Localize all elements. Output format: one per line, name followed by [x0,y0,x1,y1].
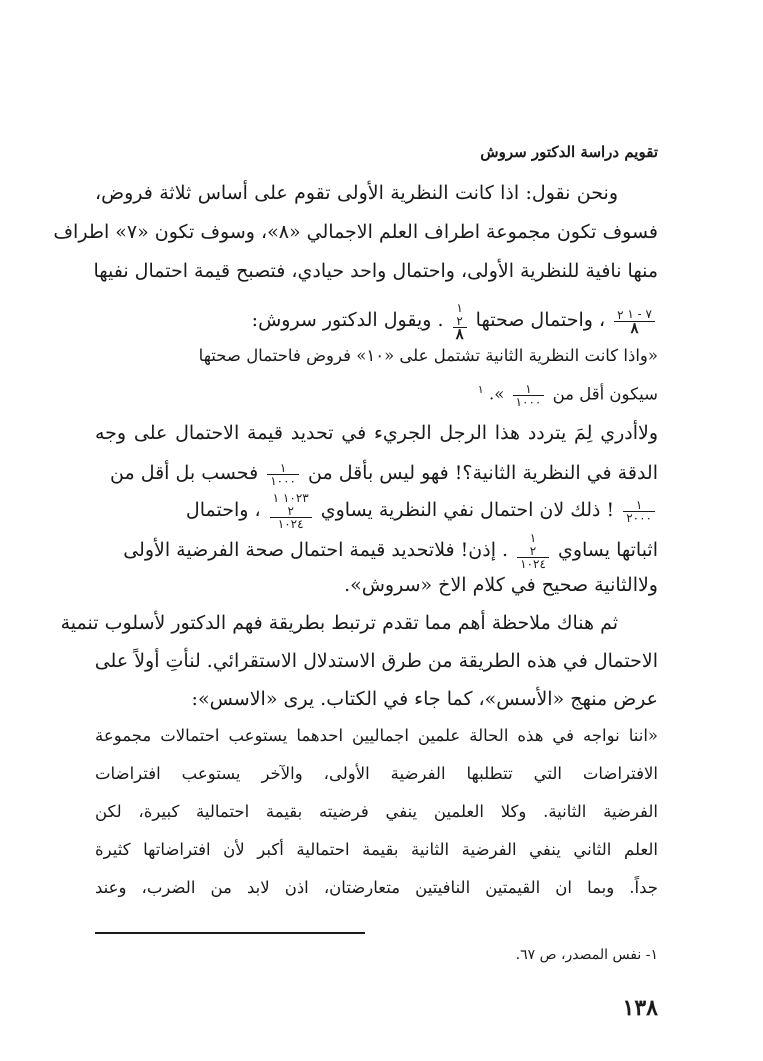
quote-2-line-5: جداً. وبما ان القيمتين النافيتين متعارضتان، اذن لابد من الضرب، وعند [95,878,658,897]
fraction-numerator: ٧ - ١ ٢ [614,308,655,322]
quote-1-line-1: «واذا كانت النظرية الثانية تشتمل على «١٠» فروض فاحتمال صحتها [198,346,658,365]
fraction-thousandth: $\frac{١}{١٠٠٠}$ [513,383,545,408]
quote-2-line-2: الافتراضات التي تتطلبها الفرضية الأولى، والآخر يستوعب افتراضات [95,764,658,783]
paragraph-3-line-3: عرض منهج «الأسس»، كما جاء في الكتاب. يرى «الاسس»: [191,688,658,710]
paragraph-1-line-4 [95,297,658,343]
paragraph-3-line-1: ثم هناك ملاحظة أهم مما تقدم ترتبط بطريقة فهم الدكتور لأسلوب تنمية [60,612,618,634]
page-number: ١٣٨ [622,995,658,1021]
footnote-ref: ١ [477,383,484,396]
fraction-affirmation-second: ١ ٢ ١٠٢٤ [517,532,549,570]
line-text: . ويقول الدكتور سروش: [251,309,444,331]
quote-2-line-1: «اننا نواجه في هذه الحالة علمين اجماليين احدهما يستوعب احتمالات مجموعة [95,726,658,745]
footnote: ١- نفس المصدر، ص ٦٧. [515,947,658,963]
quote-2-line-4: العلم الثاني ينفي الفرضية الثانية بقيمة احتمالية أكبر لأن افتراضاتها كثيرة [95,840,658,859]
footnote-divider [95,932,365,934]
paragraph-2-line-3: $\frac{١}{٢٠٠٠}$ ! ذلك لان احتمال نفي النظرية يساوي ١٠٢٣ ١ ٢ ١٠٢٤ ، واحتمال [95,490,658,530]
fraction-inner: ٢ [456,313,463,328]
line-text: ، واحتمال صحتها [475,309,606,331]
fraction-denominator: ٨ [630,318,639,337]
fraction-two-thousandth: $\frac{١}{٢٠٠٠}$ [623,499,655,524]
running-head: تقويم دراسة الدكتور سروش [480,143,658,161]
fraction-affirmation [453,301,467,343]
paragraph-1-line-2: فسوف تكون مجموعة اطراف العلم الاجمالي «٨»، وسوف تكون «٧» اطراف [53,221,658,243]
quote-2-line-3: الفرضية الثانية. وكلا العلمين ينفي فرضيته بقيمة احتمالية كبيرة، لكن [95,802,658,821]
paragraph-1-line-1: ونحن نقول: اذا كانت النظرية الأولى تقوم على أساس ثلاثة فروض، [95,182,618,204]
fraction-thousandth: $\frac{١}{١٠٠٠}$ [267,462,299,487]
fraction-numerator: ١ ٢ [453,302,467,328]
fraction-negation [614,307,655,337]
paragraph-2-line-4: اثباتها يساوي ١ ٢ ١٠٢٤ . إذن! فلاتحديد قيمة احتمال صحة الفرضية الأولى [123,531,658,571]
fraction-inner: ٢ [617,307,624,322]
paragraph-2-line-5: ولاالثانية صحيح في كلام الاخ «سروش». [344,574,658,596]
paragraph-3-line-2: الاحتمال في هذه الطريقة من طرق الاستدلال الاستقرائي. لنأتِ أولاً على [94,650,658,672]
fraction-denominator: ٨ [455,324,464,343]
paragraph-2-line-2: الدقة في النظرية الثانية؟! فهو ليس بأقل من $\frac{١}{١٠٠٠}$ فحسب بل أقل من [110,460,658,488]
paragraph-2-line-1: ولاأدري لِمَ يتردد هذا الرجل الجريء في تحديد قيمة الاحتمال على وجه [95,422,658,444]
quote-1-line-2: سيكون أقل من $\frac{١}{١٠٠٠}$ ». $^١$ [477,381,658,409]
paragraph-1-line-3: منها نافية للنظرية الأولى، واحتمال واحد حيادي، فتصبح قيمة احتمال نفيها [93,260,658,282]
fraction-negation-second: ١٠٢٣ ١ ٢ ١٠٢٤ [270,492,312,530]
